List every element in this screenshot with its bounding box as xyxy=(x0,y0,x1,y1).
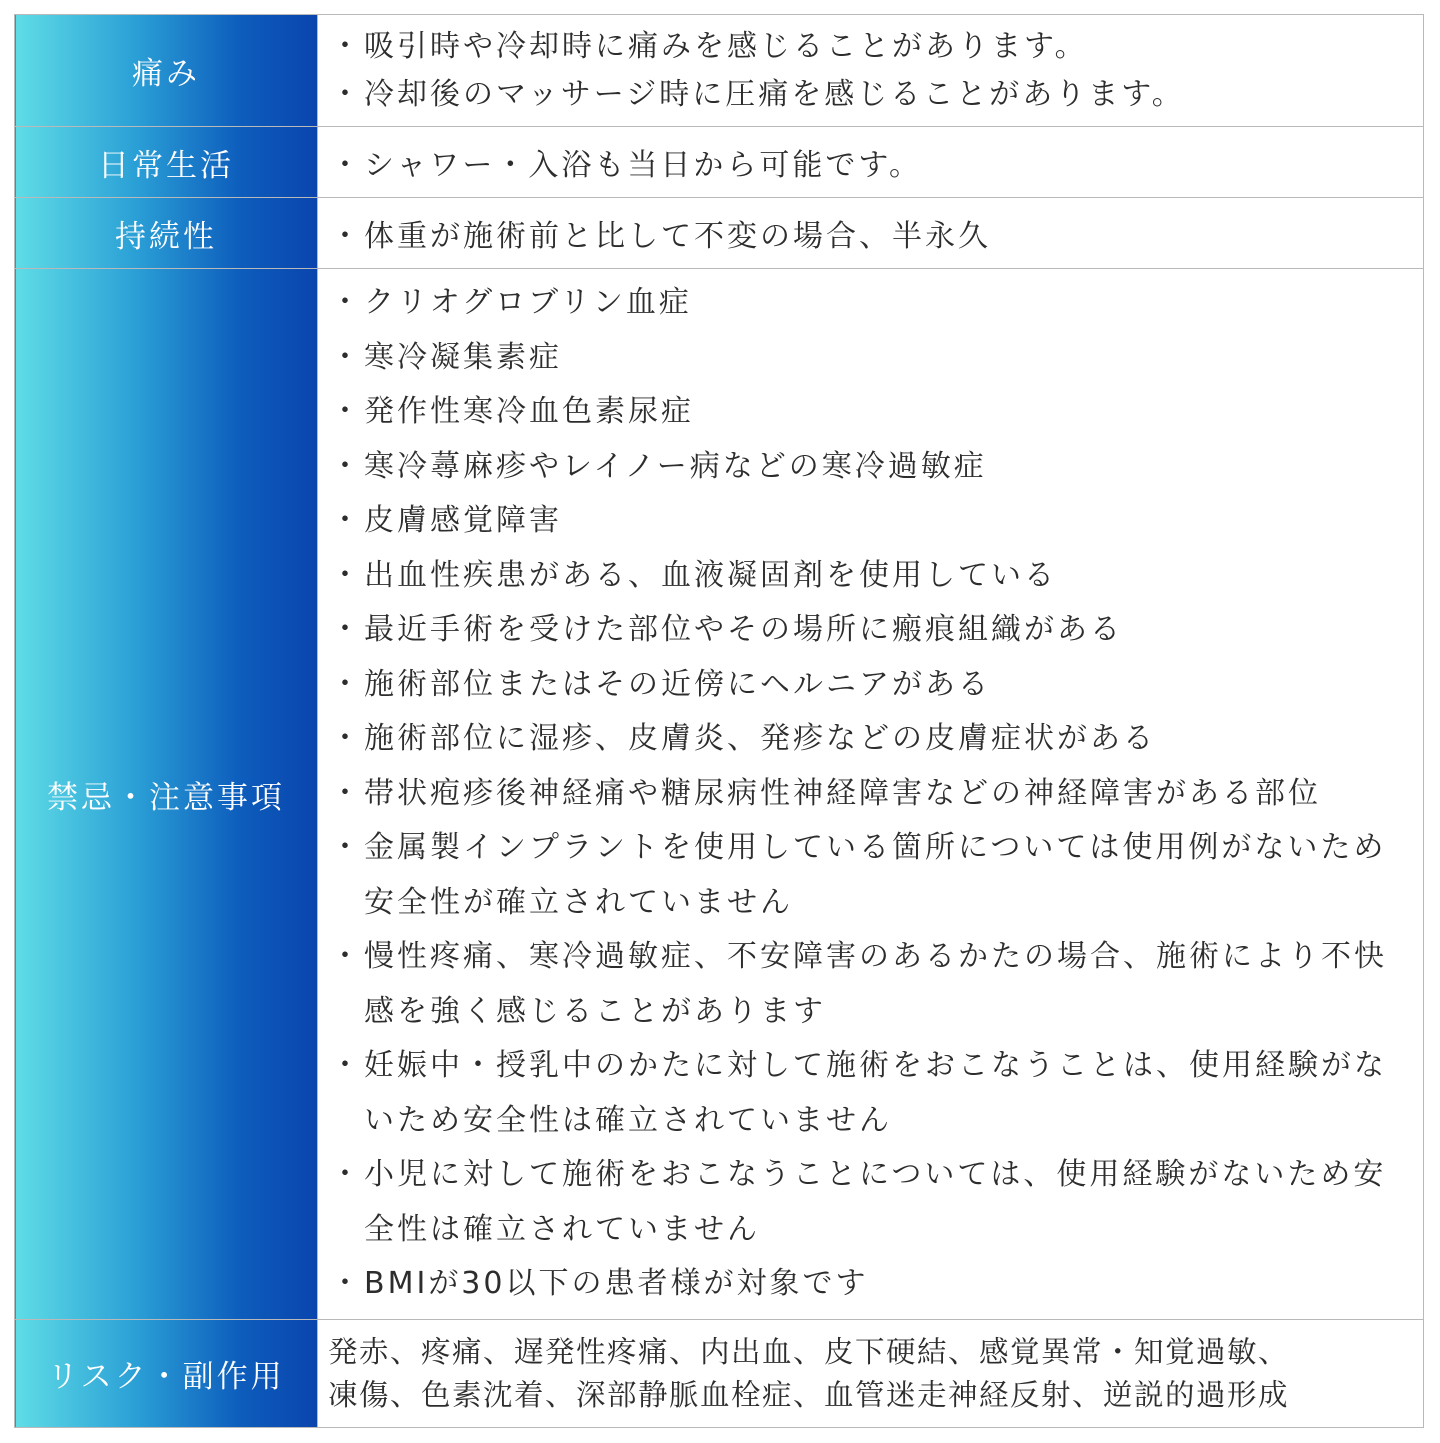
list-item: ・ 体重が施術前と比して不変の場合、半永久 xyxy=(334,211,1415,255)
list-item: ・ 最近手術を受けた部位やその場所に瘢痕組織がある xyxy=(334,603,1415,658)
bullet-list xyxy=(334,211,1415,255)
list-item: ・ 寒冷蕁麻疹やレイノー病などの寒冷過敏症 xyxy=(334,440,1415,495)
row-label-risks: リスク・副作用 xyxy=(15,1320,318,1428)
table-row-daily-life xyxy=(15,127,1424,198)
list-item: ・ 施術部位またはその近傍にヘルニアがある xyxy=(334,658,1415,713)
list-item: ・ 吸引時や冷却時に痛みを感じることがあります。 xyxy=(334,23,1415,71)
list-item: ・ BMIが30以下の患者様が対象です xyxy=(334,1257,1415,1312)
treatment-info-sheet xyxy=(14,14,1424,1428)
risk-text-line: 発赤、疼痛、遅発性疼痛、内出血、皮下硬結、感覚異常・知覚過敏、 xyxy=(328,1334,1290,1369)
list-item: ・ 小児に対して施術をおこなうことについては、使用経験がないため安全性は確立されていません xyxy=(334,1148,1415,1257)
list-item: ・ 出血性疾患がある、血液凝固剤を使用している xyxy=(334,549,1415,604)
row-content-contraindications xyxy=(318,269,1424,1320)
row-label-contraindications: 禁忌・注意事項 xyxy=(15,269,318,1320)
risk-text-line: 凍傷、色素沈着、深部静脈血栓症、血管迷走神経反射、逆説的過形成 xyxy=(328,1377,1290,1412)
table-row-pain xyxy=(15,15,1424,127)
row-label-pain: 痛み xyxy=(15,15,318,127)
row-label-daily-life: 日常生活 xyxy=(15,127,318,198)
table-row-contraindications xyxy=(15,269,1424,1320)
list-item: ・ 冷却後のマッサージ時に圧痛を感じることがあります。 xyxy=(334,71,1415,119)
list-item: ・ 金属製インプラントを使用している箇所については使用例がないため安全性が確立されていません xyxy=(334,821,1415,930)
list-item: ・ 寒冷凝集素症 xyxy=(334,331,1415,386)
list-item: ・ 慢性疼痛、寒冷過敏症、不安障害のあるかたの場合、施術により不快感を強く感じることがあります xyxy=(334,930,1415,1039)
row-label-durability: 持続性 xyxy=(15,198,318,269)
bullet-list xyxy=(334,140,1415,184)
row-content-daily-life xyxy=(318,127,1424,198)
row-content-pain xyxy=(318,15,1424,127)
row-content-durability xyxy=(318,198,1424,269)
list-item: ・ 皮膚感覚障害 xyxy=(334,494,1415,549)
list-item: ・ クリオグロブリン血症 xyxy=(334,276,1415,331)
treatment-info-table xyxy=(14,14,1424,1428)
list-item: ・ 発作性寒冷血色素尿症 xyxy=(334,385,1415,440)
list-item: ・ 施術部位に湿疹、皮膚炎、発疹などの皮膚症状がある xyxy=(334,712,1415,767)
table-row-durability xyxy=(15,198,1424,269)
list-item: ・ 帯状疱疹後神経痛や糖尿病性神経障害などの神経障害がある部位 xyxy=(334,767,1415,822)
list-item: ・ シャワー・入浴も当日から可能です。 xyxy=(334,140,1415,184)
row-content-risks xyxy=(318,1320,1424,1428)
list-item: ・ 妊娠中・授乳中のかたに対して施術をおこなうことは、使用経験がないため安全性は確立されていません xyxy=(334,1039,1415,1148)
table-row-risks xyxy=(15,1320,1424,1428)
bullet-list xyxy=(334,276,1415,1312)
bullet-list xyxy=(334,23,1415,119)
